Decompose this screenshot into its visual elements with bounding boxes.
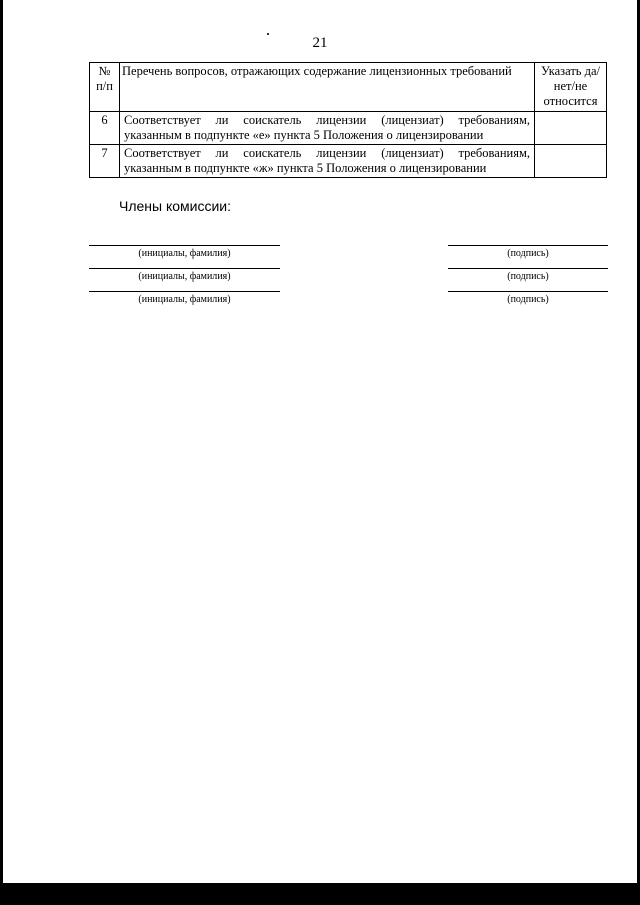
page-number: 21: [312, 35, 328, 51]
signature-line: [448, 268, 608, 269]
row-answer-cell[interactable]: [535, 145, 607, 178]
signature-caption: (подпись): [507, 271, 549, 282]
table-row: [90, 145, 607, 178]
license-requirements-table: [89, 62, 607, 178]
signature-caption: (подпись): [507, 294, 549, 305]
name-caption: (инициалы, фамилия): [138, 271, 231, 282]
scan-border-left: [0, 0, 3, 905]
signature-caption: (подпись): [507, 248, 549, 259]
row-question: Соответствует ли соискатель лицензии (лицензиат) требованиям, указанным в подпункте «ж» пункта 5 Положения о лицензировании: [120, 145, 535, 178]
scan-border-bottom: [0, 883, 640, 905]
name-caption: (инициалы, фамилия): [138, 294, 231, 305]
row-question: Соответствует ли соискатель лицензии (лицензиат) требованиям, указанным в подпункте «е» пункта 5 Положения о лицензировании: [120, 112, 535, 145]
commission-members-title: Члены комиссии:: [119, 198, 232, 214]
signature-line: [448, 291, 608, 292]
name-line: [89, 291, 280, 292]
signature-line: [448, 245, 608, 246]
row-num: 6: [90, 112, 120, 145]
name-line: [89, 245, 280, 246]
header-answer: Указать да/нет/не относится: [535, 63, 607, 112]
name-line: [89, 268, 280, 269]
header-question: Перечень вопросов, отражающих содержание лицензионных требований: [120, 63, 535, 112]
header-num: № п/п: [90, 63, 120, 112]
row-answer-cell[interactable]: [535, 112, 607, 145]
table-row: [90, 112, 607, 145]
table-header-row: [90, 63, 607, 112]
row-num: 7: [90, 145, 120, 178]
name-caption: (инициалы, фамилия): [138, 248, 231, 259]
